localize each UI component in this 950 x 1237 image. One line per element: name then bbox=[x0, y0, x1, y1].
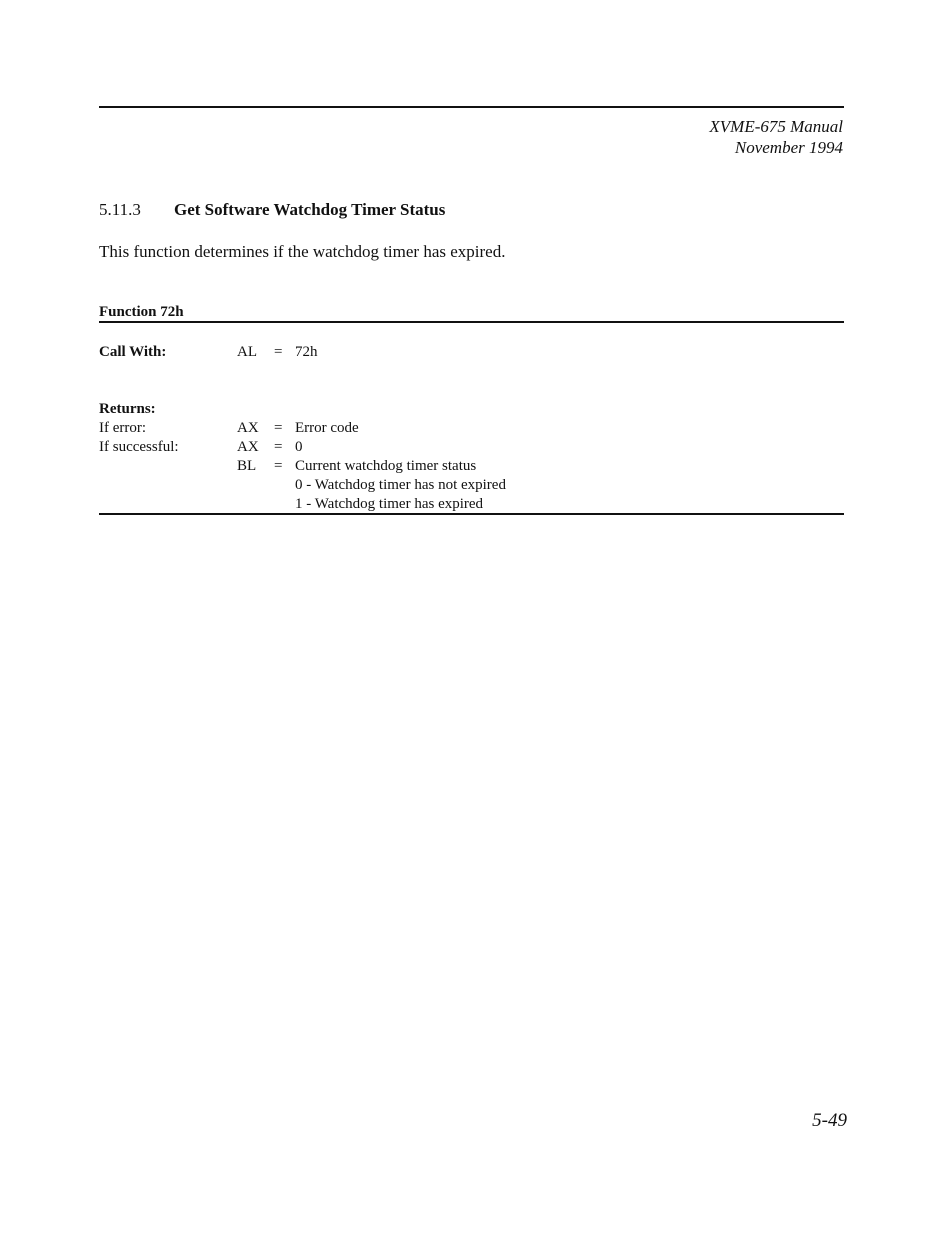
returns-label: Returns: bbox=[99, 401, 156, 417]
function-label: Function 72h bbox=[99, 304, 184, 320]
call-with-register: AL bbox=[237, 344, 257, 360]
page-number: 5-49 bbox=[812, 1110, 847, 1131]
error-value: Error code bbox=[295, 420, 359, 436]
status-equals: = bbox=[274, 458, 283, 474]
status-option: 0 - Watchdog timer has not expired bbox=[295, 477, 506, 493]
error-equals: = bbox=[274, 420, 283, 436]
if-successful-label: If successful: bbox=[99, 439, 179, 455]
section-number: 5.11.3 bbox=[99, 200, 141, 219]
success-register: AX bbox=[237, 439, 259, 455]
header-rule bbox=[99, 106, 844, 108]
status-value: Current watchdog timer status bbox=[295, 458, 477, 474]
function-bottom-rule bbox=[99, 513, 844, 515]
manual-date: November 1994 bbox=[734, 138, 843, 157]
error-register: AX bbox=[237, 420, 259, 436]
call-with-label: Call With: bbox=[99, 344, 167, 360]
section-title: Get Software Watchdog Timer Status bbox=[174, 200, 446, 219]
call-with-value: 72h bbox=[295, 344, 318, 360]
call-with-equals: = bbox=[274, 344, 283, 360]
if-error-label: If error: bbox=[99, 420, 147, 436]
function-top-rule bbox=[99, 321, 844, 323]
success-value: 0 bbox=[295, 439, 303, 455]
success-equals: = bbox=[274, 439, 283, 455]
manual-title: XVME-675 Manual bbox=[709, 117, 843, 136]
status-option: 1 - Watchdog timer has expired bbox=[295, 496, 484, 512]
status-register: BL bbox=[237, 458, 257, 474]
section-intro: This function determines if the watchdog timer has expired. bbox=[99, 242, 506, 261]
